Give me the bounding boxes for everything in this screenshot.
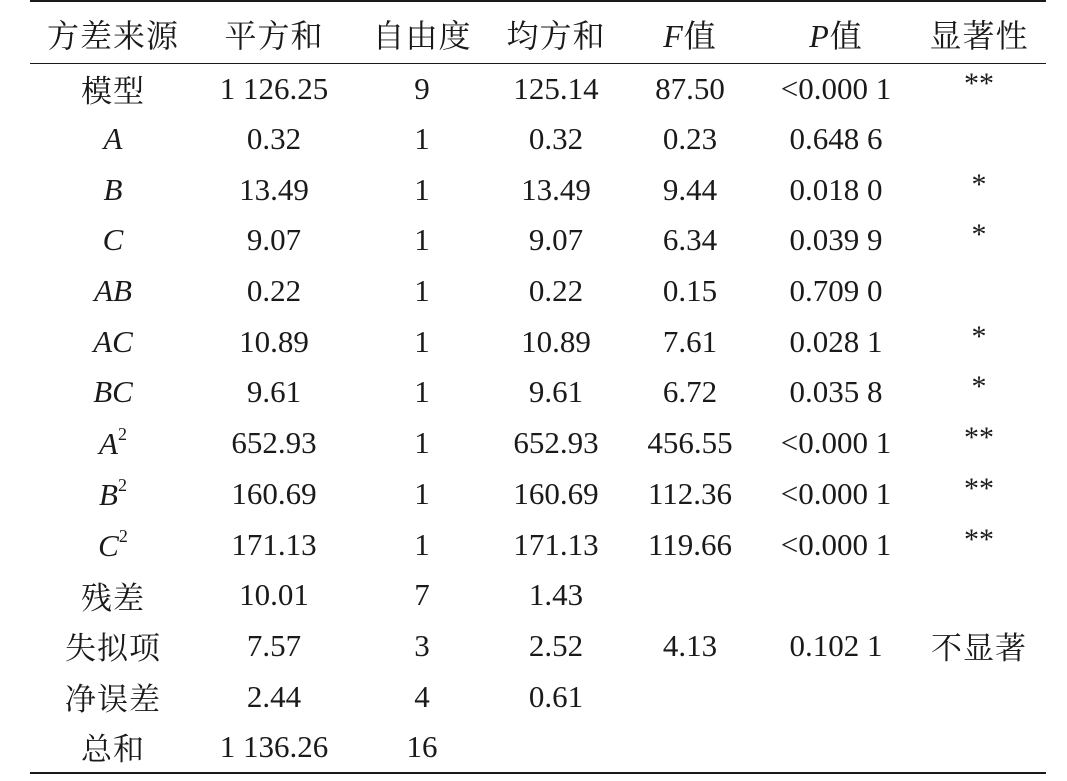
significance-cell: ** bbox=[964, 471, 994, 505]
header-sum-of-squares: 平方和 bbox=[196, 1, 352, 63]
sum-of-squares-cell: 652.93 bbox=[231, 425, 317, 461]
f-value-cell: 6.34 bbox=[662, 222, 718, 258]
f-value-cell: 0.23 bbox=[662, 121, 718, 157]
mean-square-cell: 125.14 bbox=[513, 70, 599, 106]
source-cell: 总和 bbox=[30, 722, 196, 773]
table-row bbox=[30, 316, 1046, 367]
p-value-cell: 0.709 0 bbox=[789, 273, 883, 309]
mean-square-cell: 0.32 bbox=[528, 121, 584, 157]
mean-square-cell: 10.89 bbox=[521, 323, 591, 359]
mean-square-cell: 0.22 bbox=[528, 273, 584, 309]
header-mean-square: 均方和 bbox=[492, 1, 620, 63]
f-value-cell: 112.36 bbox=[647, 475, 733, 511]
f-value-cell bbox=[620, 671, 760, 722]
source-cell: C bbox=[102, 222, 124, 258]
source-cell: 模型 bbox=[81, 74, 145, 111]
mean-square-cell bbox=[492, 722, 620, 773]
df-cell: 7 bbox=[414, 577, 430, 613]
sum-of-squares-cell: 0.22 bbox=[246, 273, 302, 309]
p-value-cell: <0.000 1 bbox=[780, 425, 892, 461]
df-cell: 1 bbox=[414, 121, 430, 157]
significance-cell: * bbox=[971, 218, 987, 252]
source-cell: A bbox=[103, 121, 123, 157]
sum-of-squares-cell: 10.89 bbox=[239, 323, 309, 359]
f-value-cell: 0.15 bbox=[662, 273, 718, 309]
source-cell: $B^2$ bbox=[99, 474, 127, 512]
significance-cell: * bbox=[971, 319, 987, 353]
table-row bbox=[30, 671, 1046, 722]
f-value-cell: 87.50 bbox=[655, 70, 725, 106]
df-cell: 16 bbox=[352, 722, 492, 773]
p-value-cell bbox=[760, 570, 912, 621]
sum-of-squares-cell: 0.32 bbox=[246, 121, 302, 157]
significance-cell bbox=[912, 570, 1046, 621]
sum-of-squares-cell: 1 126.25 bbox=[219, 70, 329, 106]
sum-of-squares-cell: 171.13 bbox=[231, 526, 317, 562]
significance-cell bbox=[912, 671, 1046, 722]
header-source: 方差来源 bbox=[30, 1, 196, 63]
f-value-cell bbox=[620, 570, 760, 621]
table-row bbox=[30, 722, 1046, 773]
df-cell: 1 bbox=[414, 425, 430, 461]
f-value-cell: 119.66 bbox=[647, 526, 733, 562]
mean-square-cell: 652.93 bbox=[513, 425, 599, 461]
df-cell: 1 bbox=[414, 171, 430, 207]
table-row bbox=[30, 63, 1046, 114]
p-value-cell: 0.028 1 bbox=[789, 323, 883, 359]
source-cell: 失拟项 bbox=[65, 631, 161, 668]
sum-of-squares-cell: 7.57 bbox=[246, 627, 302, 663]
sum-of-squares-cell: 1 136.26 bbox=[196, 722, 352, 773]
p-value-cell: <0.000 1 bbox=[780, 70, 892, 106]
df-cell: 4 bbox=[414, 678, 430, 714]
p-value-cell: <0.000 1 bbox=[780, 475, 892, 511]
source-cell: $C^2$ bbox=[98, 525, 128, 563]
mean-square-cell: 2.52 bbox=[528, 627, 584, 663]
df-cell: 1 bbox=[414, 526, 430, 562]
f-value-cell: 7.61 bbox=[662, 323, 718, 359]
anova-table bbox=[30, 0, 1046, 774]
p-value-cell: <0.000 1 bbox=[780, 526, 892, 562]
anova-table-container bbox=[30, 0, 1046, 774]
table-row bbox=[30, 367, 1046, 418]
table-row bbox=[30, 164, 1046, 215]
f-value-cell: 9.44 bbox=[662, 171, 718, 207]
sum-of-squares-cell: 9.61 bbox=[246, 374, 302, 410]
sum-of-squares-cell: 10.01 bbox=[239, 577, 309, 613]
f-value-cell: 456.55 bbox=[647, 425, 733, 461]
p-value-cell: 0.018 0 bbox=[789, 171, 883, 207]
table-row bbox=[30, 418, 1046, 469]
significance-cell: ** bbox=[964, 421, 994, 455]
table-row bbox=[30, 621, 1046, 672]
table-header-row bbox=[30, 1, 1046, 63]
table-row bbox=[30, 215, 1046, 266]
p-value-cell bbox=[760, 722, 912, 773]
table-row bbox=[30, 469, 1046, 520]
df-cell: 1 bbox=[414, 475, 430, 511]
significance-cell: * bbox=[971, 167, 987, 201]
source-cell: 净误差 bbox=[65, 682, 161, 719]
df-cell: 9 bbox=[414, 70, 430, 106]
significance-cell: ** bbox=[964, 522, 994, 556]
table-row bbox=[30, 519, 1046, 570]
p-value-cell: 0.035 8 bbox=[789, 374, 883, 410]
sum-of-squares-cell: 160.69 bbox=[231, 475, 317, 511]
source-cell: AC bbox=[93, 323, 133, 359]
source-cell: 残差 bbox=[81, 580, 145, 617]
sum-of-squares-cell: 9.07 bbox=[246, 222, 302, 258]
significance-cell: 不显著 bbox=[931, 631, 1027, 668]
header-p-value: P值 bbox=[760, 1, 912, 63]
p-value-cell: 0.648 6 bbox=[789, 121, 883, 157]
mean-square-cell: 9.07 bbox=[528, 222, 584, 258]
sum-of-squares-cell: 13.49 bbox=[239, 171, 309, 207]
significance-cell bbox=[912, 266, 1046, 317]
source-cell: B bbox=[103, 171, 123, 207]
table-row bbox=[30, 266, 1046, 317]
mean-square-cell: 1.43 bbox=[528, 577, 584, 613]
source-cell: AB bbox=[94, 273, 132, 309]
source-cell: BC bbox=[93, 374, 133, 410]
header-degrees-of-freedom: 自由度 bbox=[352, 1, 492, 63]
mean-square-cell: 0.61 bbox=[528, 678, 584, 714]
mean-square-cell: 13.49 bbox=[521, 171, 591, 207]
f-value-cell: 6.72 bbox=[662, 374, 718, 410]
df-cell: 1 bbox=[414, 273, 430, 309]
mean-square-cell: 9.61 bbox=[528, 374, 584, 410]
df-cell: 3 bbox=[414, 627, 430, 663]
sum-of-squares-cell: 2.44 bbox=[246, 678, 302, 714]
mean-square-cell: 160.69 bbox=[513, 475, 599, 511]
df-cell: 1 bbox=[414, 222, 430, 258]
table-row bbox=[30, 114, 1046, 165]
df-cell: 1 bbox=[414, 374, 430, 410]
header-significance: 显著性 bbox=[912, 1, 1046, 63]
df-cell: 1 bbox=[414, 323, 430, 359]
source-cell: $A^2$ bbox=[99, 424, 127, 462]
f-value-cell bbox=[620, 722, 760, 773]
p-value-cell bbox=[760, 671, 912, 722]
p-value-cell: 0.039 9 bbox=[789, 222, 883, 258]
table-body bbox=[30, 63, 1046, 773]
significance-cell bbox=[912, 114, 1046, 165]
f-value-cell: 4.13 bbox=[662, 627, 718, 663]
table-row bbox=[30, 570, 1046, 621]
header-f-value: F值 bbox=[620, 1, 760, 63]
significance-cell bbox=[912, 722, 1046, 773]
significance-cell: * bbox=[971, 370, 987, 404]
significance-cell: ** bbox=[964, 66, 994, 100]
mean-square-cell: 171.13 bbox=[513, 526, 599, 562]
p-value-cell: 0.102 1 bbox=[789, 627, 883, 663]
